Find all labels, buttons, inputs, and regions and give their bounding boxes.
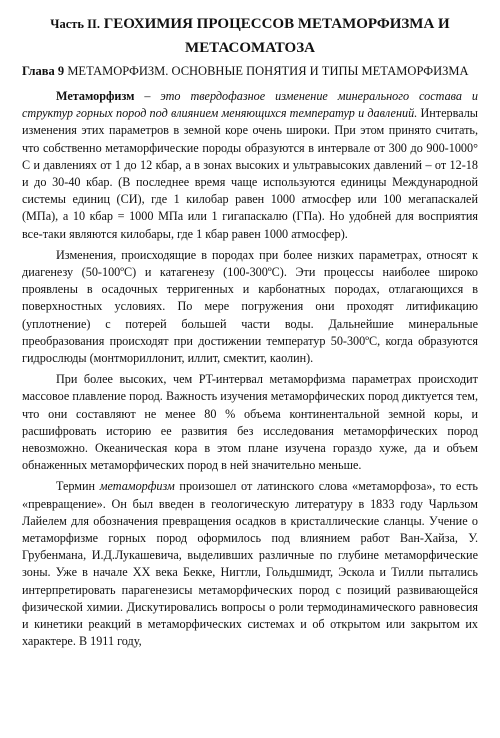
chapter-heading: [22, 62, 478, 80]
chapter-title: МЕТАМОРФИЗМ. ОСНОВНЫЕ ПОНЯТИЯ И ТИПЫ МЕТАМОРФИЗМА: [67, 64, 469, 78]
paragraph-1: [22, 88, 478, 243]
paragraph-1-rest: Интервалы изменения этих параметров в земной коре очень широки. При этом принято считать, что собственно метаморфические породы образуются в интервале от 300 до 900-1000° С и давлениях от 1 до 12 кбар, а в зонах высоких и ультравысоких давлений – от 12-18 и до 30-40 кбар. (В последнее время чаще используются единицы Международной системы единиц (СИ), где 1 килобар равен 1000 атмосфер или 100 мегапаскалей (МПа), а 10 кбар = 1000 МПа или 1 гигапаскалю (ГПа). Но удобней для восприятия все-таки являются килобары, где 1 кбар равен 1000 атмосфер).: [22, 106, 478, 241]
part-title: [22, 12, 478, 36]
paragraph-4-lead: Термин: [56, 479, 100, 494]
paragraph-4: [22, 478, 478, 650]
part-title-line2: МЕТАСОМАТОЗА: [185, 40, 315, 56]
definition-text: – это твердофазное изменение минерального состава и структур горных пород под влиянием меняющихся температур и давлений.: [22, 89, 478, 121]
paragraph-2: Изменения, происходящие в породах при более низких параметрах, относят к диагенезу (50-100ºС) и катагенезу (100-300ºС). Эти процессы наиболее широко проявлены в осадочных терригенных и карбонатных породах, отлагающихся в поверхностных условиях. По мере погружения они проходят литификацию (уплотнение) с потерей большей части воды. Дальнейшие минеральные преобразования происходят при достижении температур 50-300ºС, когда образуются гидрослюды (монтмориллонит, иллит, смектит, каолин).: [22, 247, 478, 366]
term-metamorphism-italic: метаморфизм: [99, 479, 175, 494]
part-label: Часть II.: [50, 17, 100, 31]
paragraph-3: При более высоких, чем PT-интервал метаморфизма параметрах происходит массовое плавление пород. Важность изучения метаморфических пород диктуется тем, что они составляют не менее 80 % объема континентальной земной коры, и расшифровать историю ее развития без исследования метаморфических пород невозможно. Океаническая кора в этом плане изучена гораздо хуже, да и объем обнаженных метаморфических пород в ней значительно меньше.: [22, 372, 478, 473]
paragraph-4-rest: произошел от латинского слова «метаморфоза», то есть «превращение». Он был введен в геологическую литературу в 1833 году Чарльзом Лайелем для обозначения превращения осадков в кристаллические сланцы. Учение о метаморфизме горных пород оформилось под влиянием работ Ван-Хайза, У. Грубенмана, И.Д.Лукашевича, выделивших различные по глубине метаморфические зоны. Уже в начале XX века Бекке, Ниггли, Гольдшмидт, Эскола и Тилли пытались интерпретировать парагенезисы метаморфических пород с позиций развивающейся физической химии. Дискутировались вопросы о роли термодинамического равновесия и кинетики реакций в метаморфических системах и об открытом или закрытом их характере. В 1911 году,: [22, 479, 478, 649]
term-metamorphism: Метаморфизм: [56, 89, 135, 103]
part-title-line1: ГЕОХИМИЯ ПРОЦЕССОВ МЕТАМОРФИЗМА И: [103, 16, 450, 32]
chapter-label: Глава 9: [22, 64, 65, 78]
